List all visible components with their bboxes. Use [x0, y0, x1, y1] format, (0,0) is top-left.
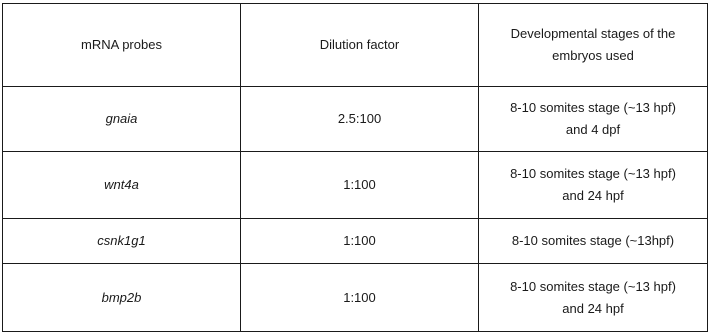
probe-cell: csnk1g1 [3, 219, 241, 264]
stage-line-1: 8-10 somites stage (~13 hpf) [510, 278, 676, 294]
stage-line-1: 8-10 somites stage (~13 hpf) [510, 100, 676, 115]
stage-cell [479, 152, 708, 219]
mrna-probe-table [2, 3, 708, 332]
stage-line-1: 8-10 somites stage (~13 hpf) [510, 166, 676, 181]
stage-line-2: and 24 hpf [562, 188, 624, 203]
dilution-cell: 1:100 [241, 219, 479, 264]
dilution-cell: 1:100 [241, 264, 479, 332]
header-developmental-stages [479, 4, 708, 87]
probe-cell: bmp2b [3, 264, 241, 332]
header-stage-line-2: embryos used [552, 48, 634, 63]
probe-cell: gnaia [3, 87, 241, 152]
stage-line-2: and 4 dpf [565, 122, 621, 137]
table-row [3, 152, 708, 219]
stage-cell [479, 87, 708, 152]
header-dilution-factor: Dilution factor [241, 4, 479, 87]
dilution-cell: 2.5:100 [241, 87, 479, 152]
stage-cell [479, 219, 708, 264]
header-mrna-probes: mRNA probes [3, 4, 241, 87]
probe-cell: wnt4a [3, 152, 241, 219]
table-row [3, 264, 708, 332]
header-stage-line-1: Developmental stages of the [510, 26, 676, 41]
stage-cell [479, 264, 708, 332]
table-row [3, 219, 708, 264]
dilution-cell: 1:100 [241, 152, 479, 219]
probe-table-container [2, 3, 708, 332]
stage-line-2: and 24 hpf [562, 300, 624, 316]
table-row [3, 87, 708, 152]
table-header-row [3, 4, 708, 87]
stage-line-1: 8-10 somites stage (~13hpf) [511, 233, 675, 248]
